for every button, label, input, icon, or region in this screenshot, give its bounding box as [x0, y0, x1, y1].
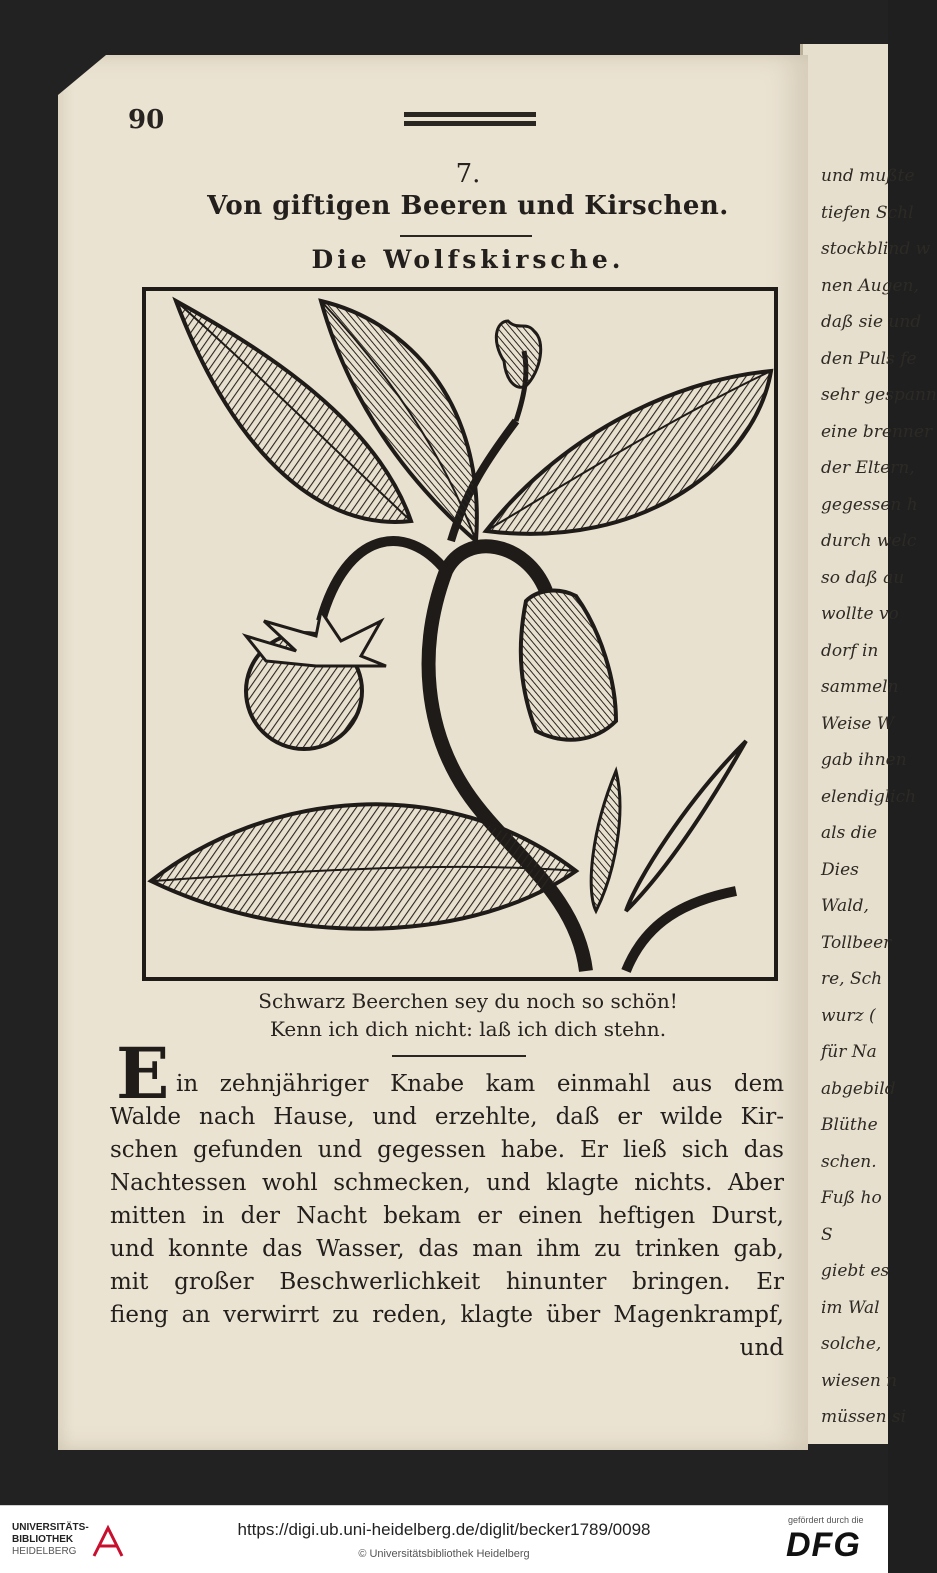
- facing-page-line: Weise W: [821, 713, 895, 734]
- facing-page-line: durch welc: [821, 531, 917, 551]
- section-number: 7.: [455, 159, 481, 189]
- library-name-line: BIBLIOTHEK: [12, 1534, 74, 1545]
- title-rule: [400, 235, 532, 237]
- facing-page-line: S: [821, 1224, 833, 1245]
- facing-page-line: daß sie und: [821, 312, 922, 332]
- facing-page-line: Wald,: [821, 896, 869, 916]
- facing-page-line: Fuß ho: [821, 1188, 882, 1208]
- body-text-line: schen gefunden und gegessen habe. Er ließ sich das: [110, 1137, 784, 1163]
- body-text-line: in zehnjähriger Knabe kam einmahl aus dem: [176, 1071, 784, 1097]
- body-text-line: mit großer Beschwerlichkeit hinunter bringen. Er: [110, 1269, 784, 1295]
- drop-cap: E: [116, 1032, 170, 1115]
- library-name-line: HEIDELBERG: [12, 1546, 77, 1557]
- facing-page-line: als die: [821, 823, 878, 843]
- facing-page-line: stockblind w: [821, 239, 931, 259]
- belladonna-woodcut-image: [146, 291, 774, 977]
- facing-page-line: re, Sch: [821, 969, 883, 989]
- page-corner: [58, 55, 106, 95]
- library-name-line: UNIVERSITÄTS-: [12, 1522, 89, 1533]
- catchword: und: [739, 1335, 784, 1361]
- facing-page-line: eine brenner: [821, 421, 933, 442]
- page-number: 90: [128, 105, 165, 135]
- facing-page-line: sammeln: [821, 677, 899, 697]
- copyright-notice: © Universitätsbibliothek Heidelberg: [358, 1548, 530, 1560]
- header-double-rule: [404, 112, 536, 132]
- facing-page-line: gab ihnen: [821, 750, 907, 770]
- body-text-line: Nachtessen wohl schmecken, und klagte nichts. Aber: [110, 1170, 784, 1196]
- funding-caption: gefördert durch die: [788, 1515, 864, 1525]
- woodcut-illustration: [142, 287, 778, 981]
- facing-page-line: tiefen Schl: [821, 202, 914, 223]
- facing-page-line: gegessen h: [821, 494, 918, 515]
- facing-page-line: Tollbeer: [821, 932, 892, 953]
- permalink-url[interactable]: https://digi.ub.uni-heidelberg.de/diglit/becker1789/0098: [237, 1520, 651, 1539]
- facing-page-line: giebt es: [821, 1261, 890, 1281]
- facing-page-line: schen.: [821, 1151, 877, 1172]
- facing-page-line: Dies: [821, 859, 859, 880]
- facing-page-line: solche,: [821, 1334, 882, 1354]
- caption-line: Kenn ich dich nicht: laß ich dich stehn.: [269, 1017, 667, 1041]
- body-text-line: und konnte das Wasser, das man ihm zu trinken gab,: [110, 1236, 784, 1262]
- facing-page-line: wurz (: [821, 1005, 876, 1026]
- facing-page-line: wiesen n: [821, 1370, 898, 1391]
- facing-page-line: so daß au: [821, 567, 905, 588]
- facing-page-line: sehr gespann: [821, 385, 937, 405]
- section-title: Von giftigen Beeren und Kirschen.: [207, 191, 729, 221]
- body-text-line: mitten in der Nacht bekam er einen heftigen Durst,: [110, 1203, 784, 1229]
- body-text-line: fieng an verwirrt zu reden, klagte über Magenkrampf,: [110, 1302, 784, 1328]
- facing-page-line: dorf in: [821, 640, 879, 661]
- footer-bar: [0, 1505, 888, 1573]
- plant-name-heading: Die Wolfskirsche.: [311, 245, 625, 274]
- dfg-logo[interactable]: DFG: [786, 1526, 861, 1564]
- facing-page-line: der Eltern,: [821, 458, 915, 478]
- facing-page-line: Blüthe: [821, 1115, 878, 1135]
- facing-page-line: wollte vo: [821, 604, 899, 624]
- facing-page-line: elendiglich: [821, 786, 917, 807]
- facing-page-line: müssen si: [821, 1407, 907, 1427]
- caption-rule: [392, 1055, 526, 1057]
- facing-page-line: nen Augen,: [821, 275, 919, 296]
- caption-line: Schwarz Beerchen sey du noch so schön!: [258, 989, 678, 1013]
- body-text-line: Walde nach Hause, und erzehlte, daß er wilde Kir-: [110, 1104, 784, 1130]
- facing-page-line: im Wal: [821, 1297, 880, 1318]
- facing-page-line: den Puls fe: [821, 348, 917, 369]
- facing-page-line: und mußte: [821, 166, 915, 186]
- facing-page-line: für Na: [821, 1042, 877, 1062]
- facing-page-line: abgebild: [821, 1078, 896, 1099]
- book-page: [58, 55, 808, 1450]
